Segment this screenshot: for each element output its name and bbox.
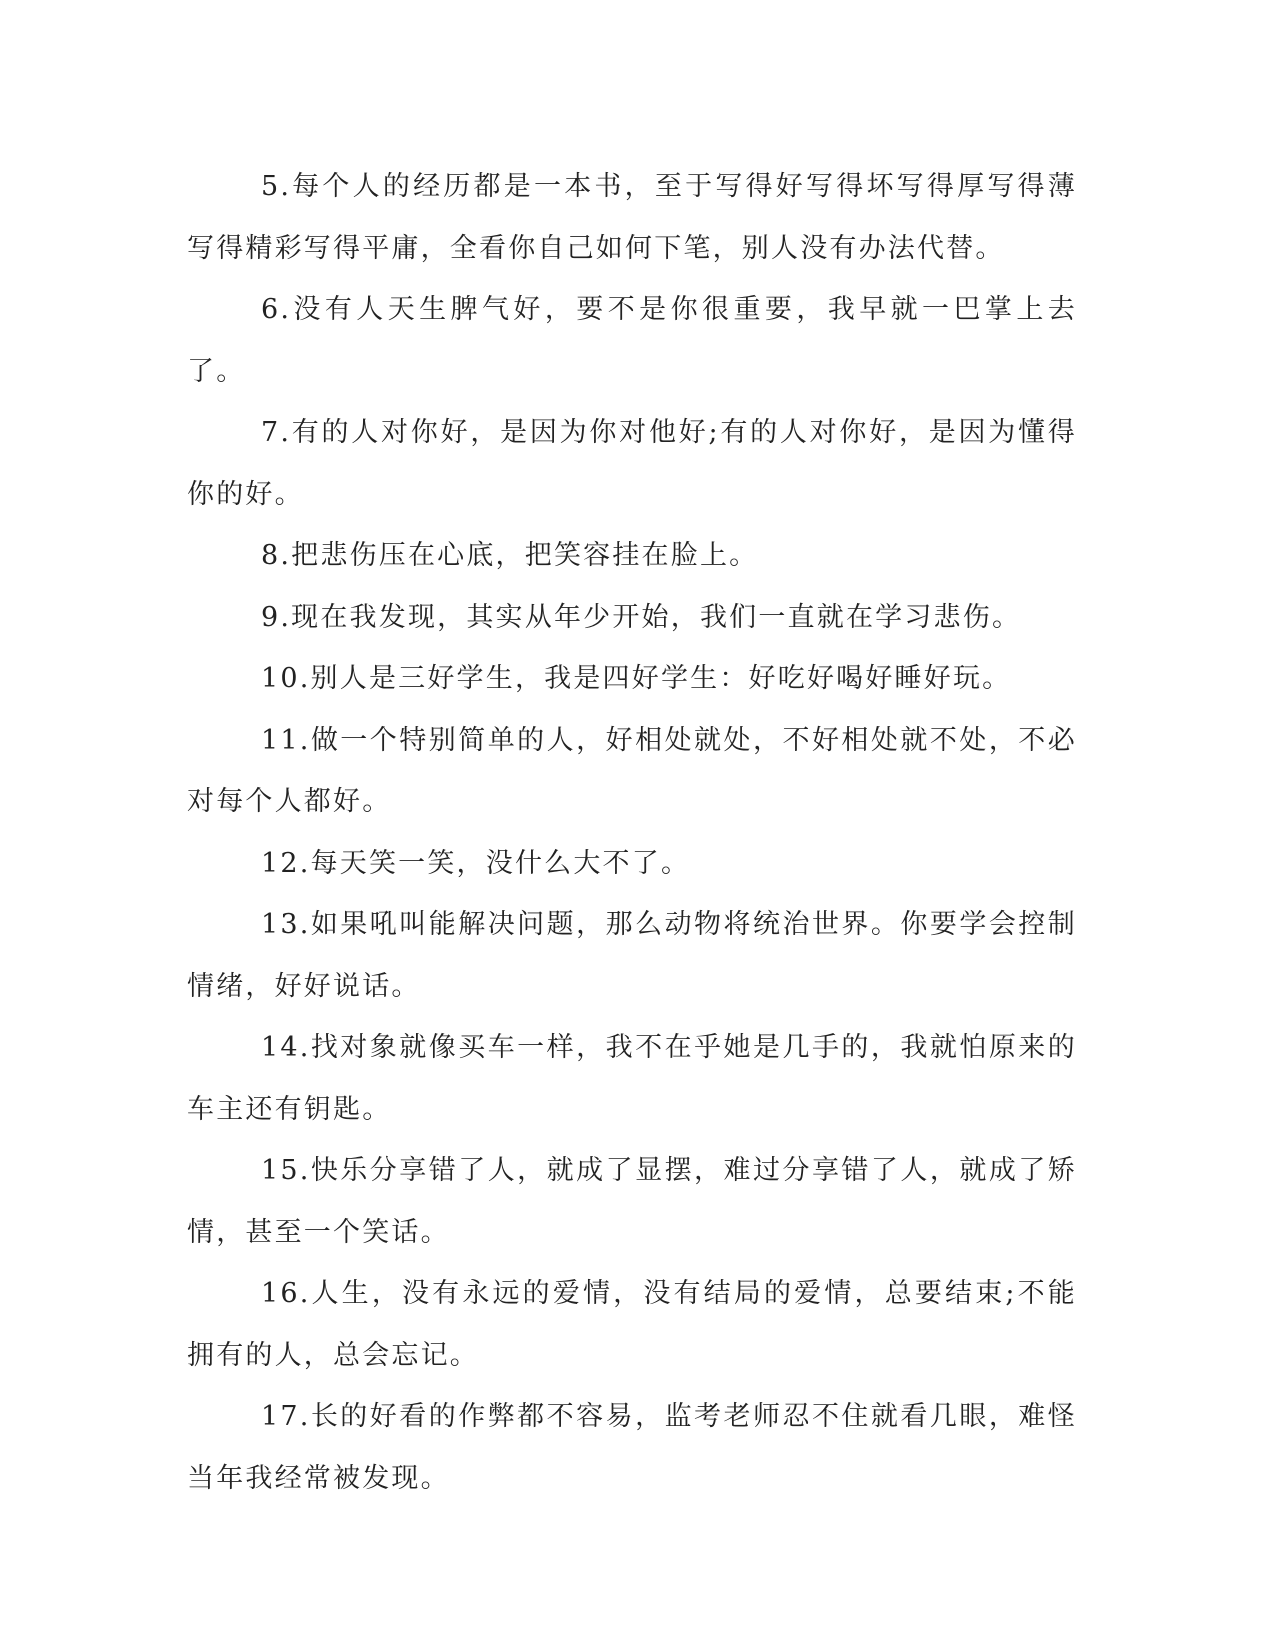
paragraph-11: 11.做一个特别简单的人，好相处就处，不好相处就不处，不必对每个人都好。	[187, 724, 1077, 817]
document-body	[187, 156, 1077, 1509]
paragraph-15: 15.快乐分享错了人，就成了显摆，难过分享错了人，就成了矫情，甚至一个笑话。	[187, 1155, 1077, 1248]
paragraph-9: 9.现在我发现，其实从年少开始，我们一直就在学习悲伤。	[261, 601, 1022, 633]
paragraph-14: 14.找对象就像买车一样，我不在乎她是几手的，我就怕原来的车主还有钥匙。	[187, 1032, 1077, 1125]
paragraph-12: 12.每天笑一笑，没什么大不了。	[261, 847, 691, 879]
paragraph-13: 13.如果吼叫能解决问题，那么动物将统治世界。你要学会控制情绪，好好说话。	[187, 909, 1077, 1002]
paragraph-5: 5.每个人的经历都是一本书，至于写得好写得坏写得厚写得薄写得精彩写得平庸，全看你自己如何下笔，别人没有办法代替。	[187, 171, 1077, 264]
paragraph-8: 8.把悲伤压在心底，把笑容挂在脸上。	[261, 540, 759, 571]
paragraph-7: 7.有的人对你好，是因为你对他好;有的人对你好，是因为懂得你的好。	[187, 417, 1077, 510]
paragraph-10: 10.别人是三好学生，我是四好学生：好吃好喝好睡好玩。	[261, 663, 1012, 694]
paragraph-16: 16.人生，没有永远的爱情，没有结局的爱情，总要结束;不能拥有的人，总会忘记。	[187, 1278, 1077, 1371]
paragraph-6: 6.没有人天生脾气好，要不是你很重要，我早就一巴掌上去了。	[187, 294, 1077, 387]
paragraph-17: 17.长的好看的作弊都不容易，监考老师忍不住就看几眼，难怪当年我经常被发现。	[187, 1401, 1077, 1494]
